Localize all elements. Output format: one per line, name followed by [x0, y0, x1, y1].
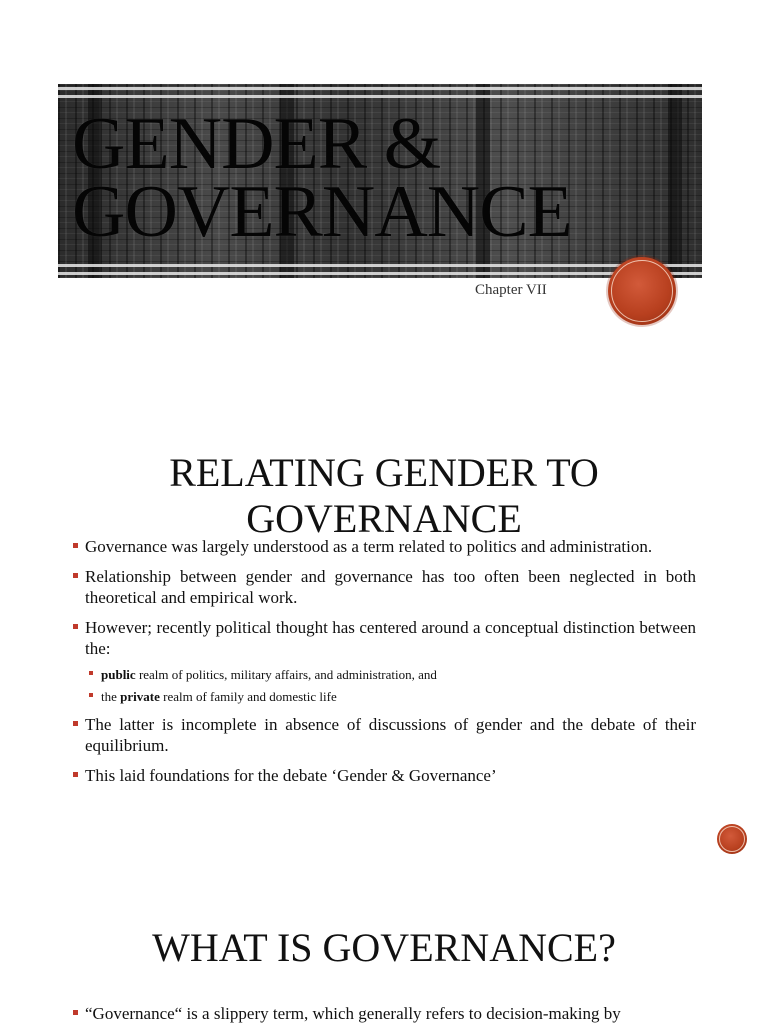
sub-list-item: the private realm of family and domestic life — [85, 688, 696, 705]
sub-list-item: public realm of politics, military affairs, and administration, and — [85, 666, 696, 683]
list-item: “Governance“ is a slippery term, which generally refers to decision-making by — [72, 1003, 696, 1024]
list-item-text: However; recently political thought has centered around a conceptual distinction between the: — [85, 618, 696, 658]
list-item: Relationship between gender and governance has too often been neglected in both theoretical and empirical work. — [72, 566, 696, 608]
slide-heading — [0, 450, 768, 542]
list-item: Governance was largely understood as a term related to politics and administration. — [72, 536, 696, 557]
decorative-circle-icon — [717, 824, 747, 854]
title-slide — [0, 0, 768, 380]
title-line-1: GENDER & — [72, 103, 441, 185]
heading-line-2: GOVERNANCE — [246, 496, 522, 541]
content-slide-relating — [0, 400, 768, 895]
list-item: This laid foundations for the debate ‘Gender & Governance’ — [72, 765, 696, 786]
heading-line-1: RELATING GENDER TO — [169, 450, 599, 495]
decorative-circle-icon — [608, 257, 676, 325]
presentation-title — [72, 103, 572, 253]
bullet-list — [72, 536, 696, 795]
content-slide-what-is — [0, 905, 768, 1024]
list-item — [72, 617, 696, 705]
subtitle: Chapter VII — [475, 282, 547, 298]
list-item: The latter is incomplete in absence of discussions of gender and the debate of their equilibrium. — [72, 714, 696, 756]
sub-bullet-list — [85, 666, 696, 705]
title-line-2: GOVERNANCE — [72, 171, 572, 253]
bullet-list — [72, 1003, 696, 1033]
slide-heading: WHAT IS GOVERNANCE? — [152, 925, 616, 970]
title-banner — [58, 84, 702, 278]
